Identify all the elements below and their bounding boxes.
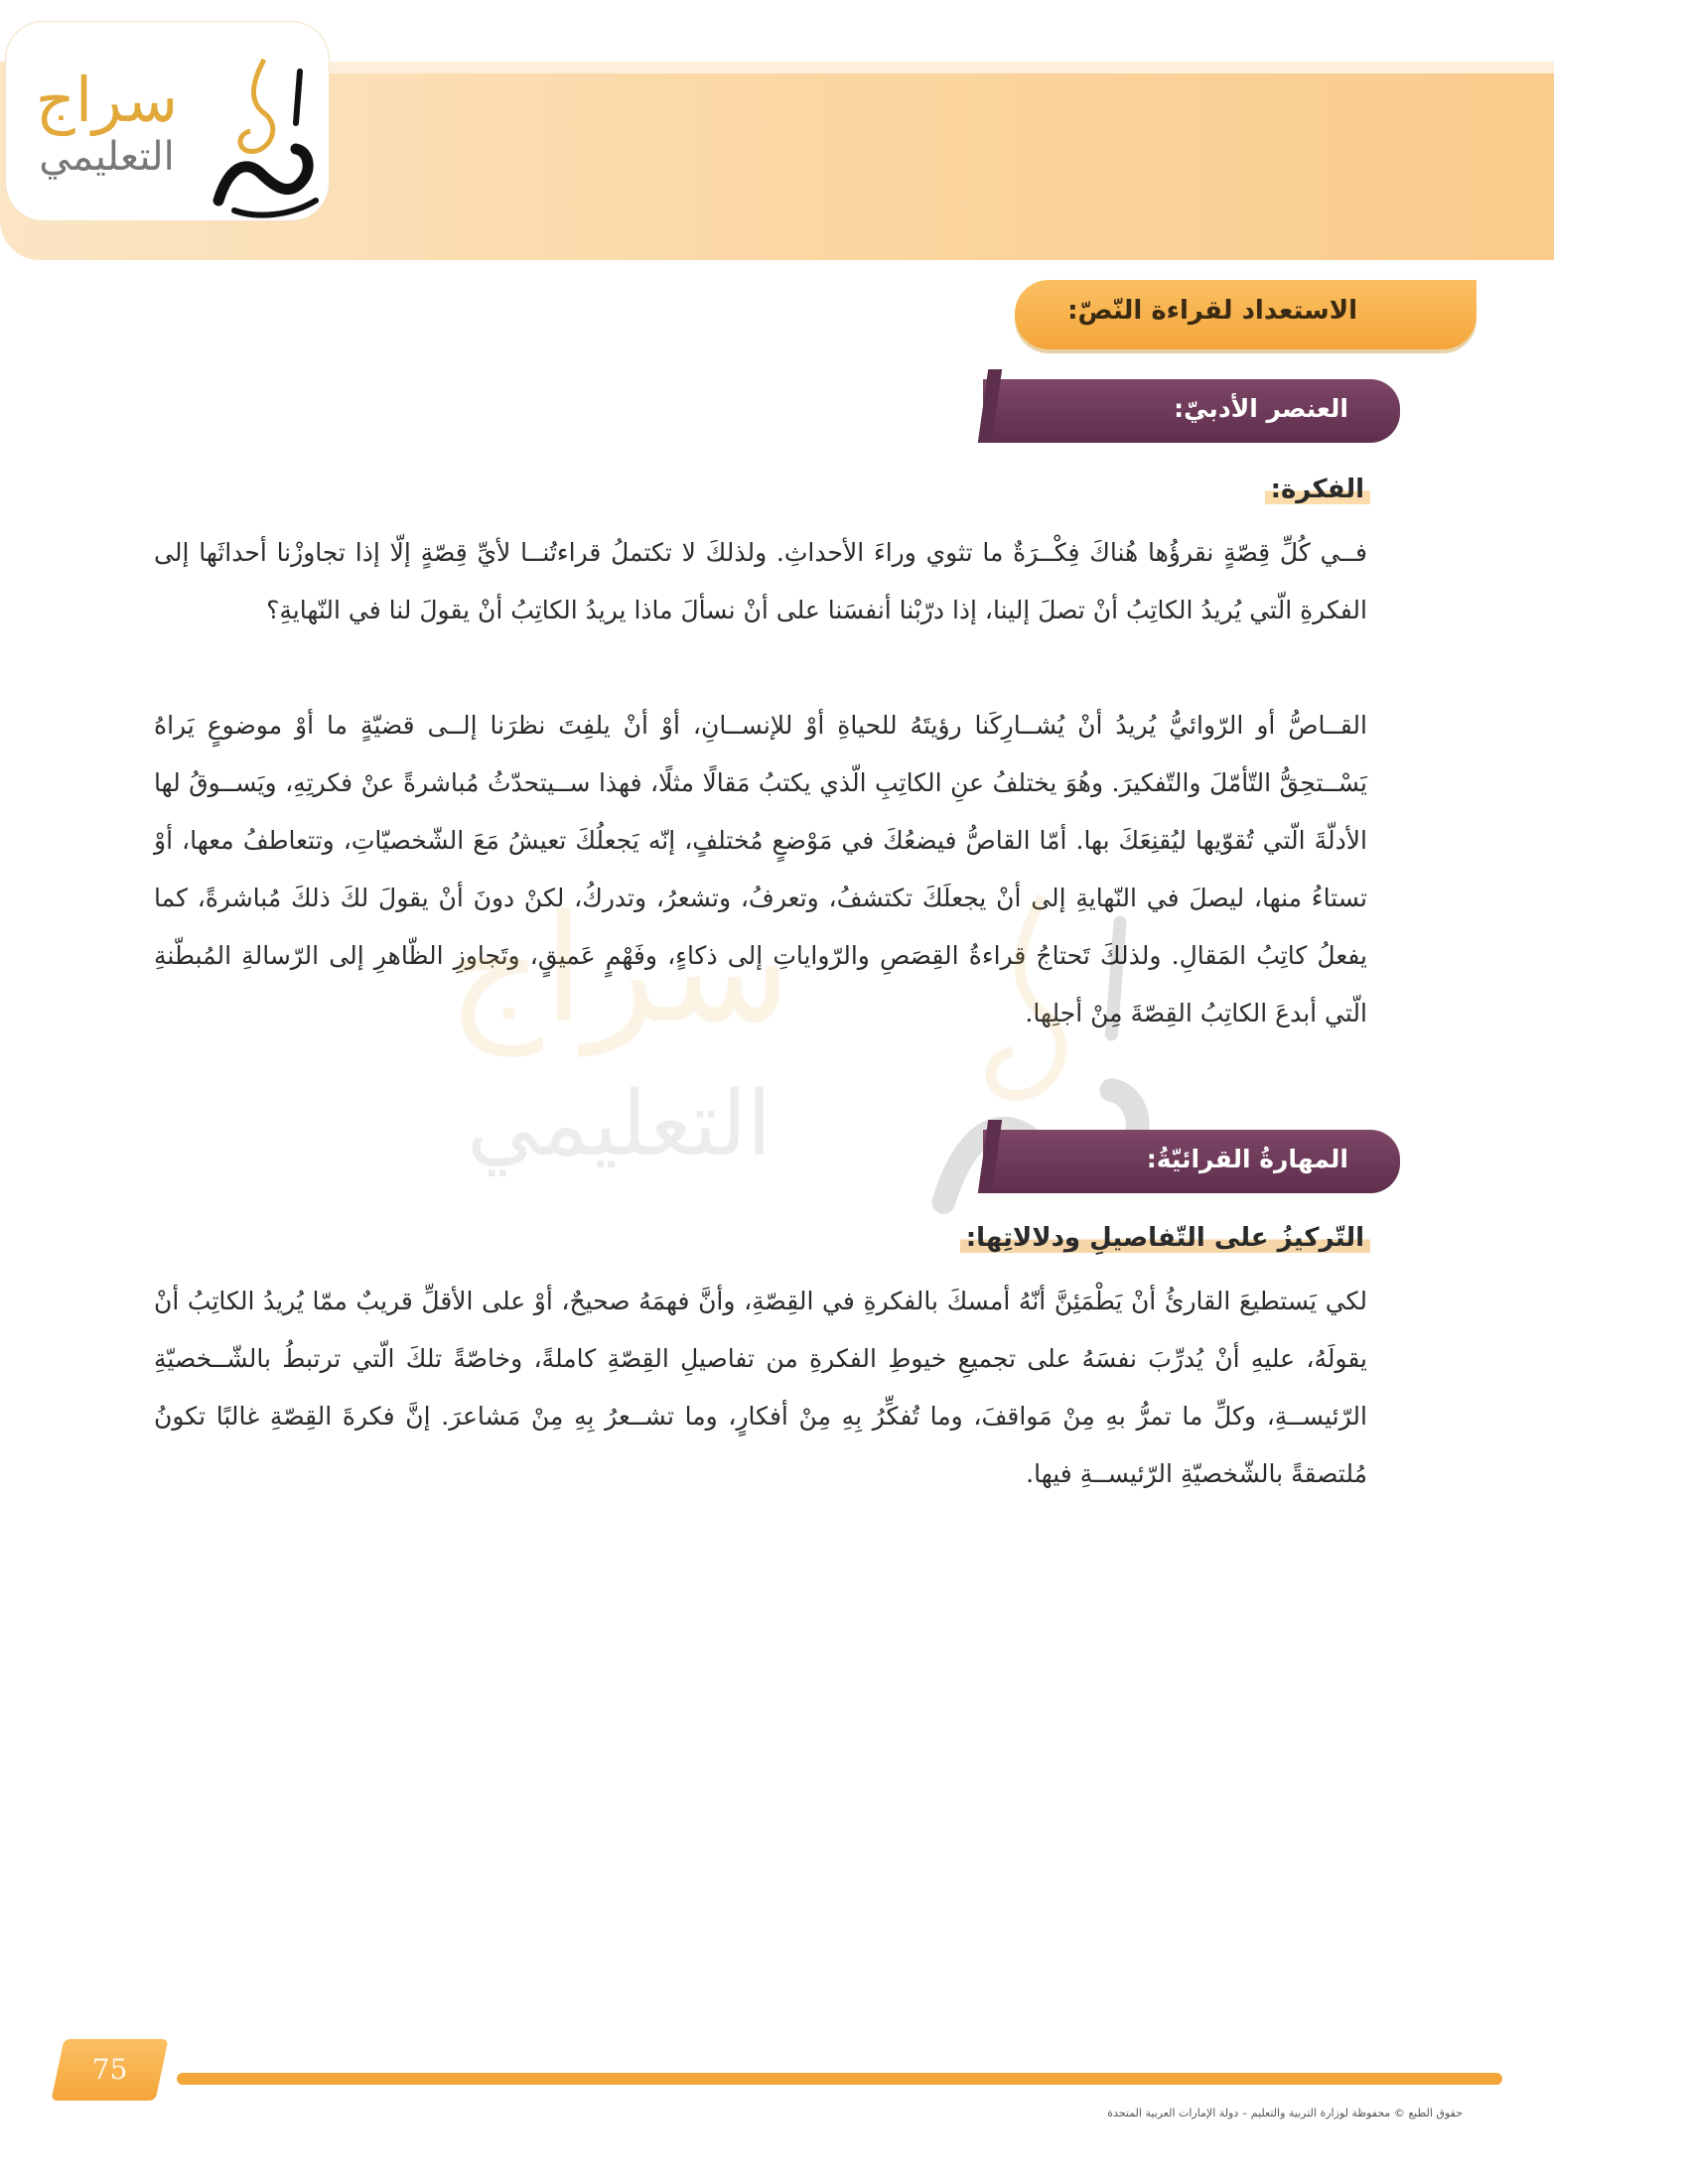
section-header-label: الاستعداد لقراءة النّصّ: xyxy=(1067,296,1357,326)
logo-subtitle: التعليمي xyxy=(39,134,175,180)
details-paragraph: لكي يَستطيعَ القارئُ أنْ يَطْمَئِنَّ أنّهُ أمسكَ بالفكرةِ في القِصّةِ، وأنَّ فهمَهُ صحيحٌ، أوْ على الأقلِّ قريبٌ ممّا يُريدُ الكاتِبُ أنْ يقولَهُ، عليهِ أنْ يُدرِّبَ نفسَهُ على تجميعِ خيوطِ الفكرةِ من تفاصيلِ القِصّةِ كاملةً، وخاصّةً تلكَ الّتي ترتبطُ بالشّــخصيّةِ الرّئيســةِ، وكلِّ ما تمرُّ بهِ مِنْ مَواقفَ، وما تُفكِّرُ بِهِ مِنْ أفكارٍ، وما تشــعرُ بِهِ مِنْ مَشاعرَ. إنَّ فكرةَ القِصّةِ غالبًا تكونُ مُلتصقةً بالشّخصيّةِ الرّئيســةِ فيها. xyxy=(154,1287,1367,1488)
literary-element-header xyxy=(983,379,1400,443)
banner-edge xyxy=(258,62,1554,73)
watermark-subtitle: التعليمي xyxy=(467,1072,773,1176)
details-subheading: التّركيزُ على التّفاصيلِ ودلالاتِها: xyxy=(960,1223,1370,1253)
copyright-note: حقوق الطبع © محفوظة لوزارة التربية والتعليم – دولة الإمارات العربية المتحدة xyxy=(1107,2107,1463,2119)
logo-name: سراج xyxy=(35,64,179,136)
section-header xyxy=(1015,280,1477,349)
idea-subheading: الفكرة: xyxy=(1265,475,1370,504)
page-number: 75 xyxy=(91,2053,128,2086)
literary-element-label: العنصر الأدبيّ: xyxy=(1174,394,1348,423)
watermark-name: سراج xyxy=(447,884,791,1056)
logo-text xyxy=(20,66,194,179)
reading-skill-label: المهارةُ القرائيّةُ: xyxy=(1146,1145,1348,1173)
logo-calligraphy-icon xyxy=(205,52,324,220)
reading-skill-header xyxy=(983,1130,1400,1193)
idea-paragraph-1: فــي كُلِّ قِصّةٍ نقرؤُها هُناكَ فِكْــرَةٌ ما تثوي وراءَ الأحداثِ. ولذلكَ لا تكتملُ قراءتُنــا لأيِّ قِصّةٍ إلّا إذا تجاوزْنا أحداثَها إلى الفكرةِ الّتي يُريدُ الكاتِبُ أنْ تصلَ إلينا، إذا درّبْنا أنفسَنا على أنْ نسألَ ماذا يريدُ الكاتِبُ أنْ يقولَ لنا في النّهايةِ؟ xyxy=(154,538,1367,624)
page-number-badge xyxy=(51,2039,168,2101)
footer-rule xyxy=(177,2073,1502,2085)
idea-paragraph-2: القــاصُّ أو الرّوائيُّ يُريدُ أنْ يُشــارِكَنا رؤيتَهُ للحياةِ أوْ للإنســانِ، أوْ أنْ يلفِتَ نظرَنا إلــى قضيّةٍ ما أوْ موضوعٍ يَراهُ يَسْــتحِقُّ التّأمّلَ والتّفكيرَ. وهُوَ يختلفُ عنِ الكاتِبِ الّذي يكتبُ مَقالًا مثلًا، فهذا ســيتحدّثُ مُباشرةً عنْ فكرتِهِ، ويَســوقُ لها الأدلّةَ الّتي تُقوّيها ليُقنِعَكَ بها. أمّا القاصُّ فيضعُكَ في مَوْضعٍ مُختلفٍ، إنّه يَجعلُكَ تعيشُ مَعَ الشّخصيّاتِ، وتتعاطفُ معها، أوْ تستاءُ منها، ليصلَ في النّهايةِ إلى أنْ يجعلَكَ تكتشفُ، وتعرفُ، وتشعرُ، وتدركُ، لكنْ دونَ أنْ يقولَ لكَ ذلكَ مُباشرةً، كما يفعلُ كاتِبُ المَقالِ. ولذلكَ تَحتاجُ قراءةُ القِصَصِ والرّواياتِ إلى ذكاءٍ، وفَهْمٍ عَميقٍ، وتَجاوزِ الظّاهرِ إلى الرّسالةِ المُبطّنةِ الّتي أبدعَ الكاتِبُ القِصّةَ مِنْ أجلِها. xyxy=(154,711,1367,1027)
logo xyxy=(6,22,329,220)
